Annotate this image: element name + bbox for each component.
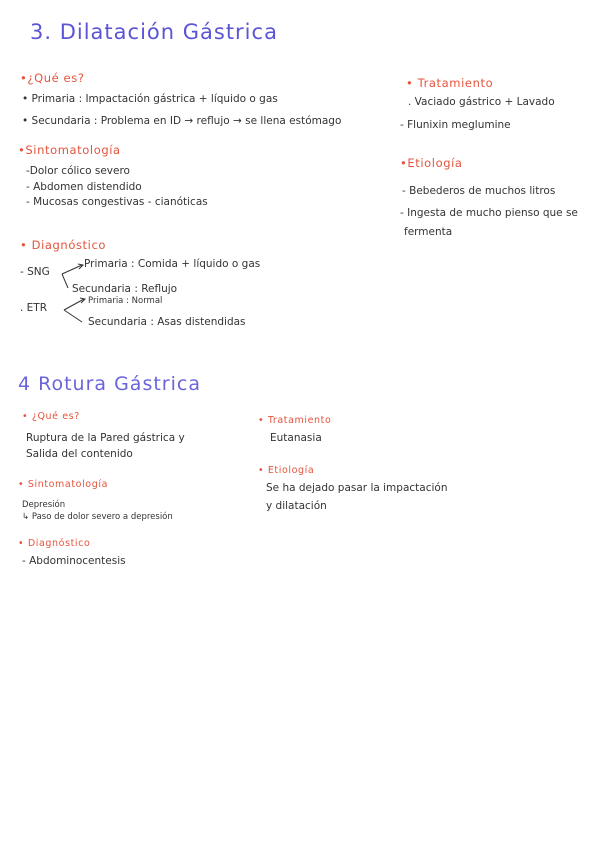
s3-que-es-heading: •¿Qué es? [20, 71, 85, 85]
s3-etiologia-item: - Ingesta de mucho pienso que se [400, 207, 578, 219]
s4-tratamiento-item: Eutanasia [270, 432, 322, 444]
s3-etiologia-heading: •Etiología [400, 156, 463, 170]
s3-sintoma-item: -Dolor cólico severo [26, 165, 130, 177]
s3-diagnostico-heading: • Diagnóstico [20, 238, 107, 252]
s4-que-es-item: Ruptura de la Pared gástrica y [26, 432, 185, 444]
s3-sintoma-item: - Mucosas congestivas - cianóticas [26, 196, 208, 208]
s4-diagnostico-heading: • Diagnóstico [18, 538, 91, 549]
s3-tratamiento-heading: • Tratamiento [406, 76, 494, 90]
section-3-title: 3. Dilatación Gástrica [30, 20, 278, 44]
s4-tratamiento-heading: • Tratamiento [258, 415, 332, 426]
s3-etiologia-item: - Bebederos de muchos litros [402, 185, 556, 197]
s3-sintomatologia-heading: •Sintomatología [18, 143, 121, 157]
s3-que-es-primaria: • Primaria : Impactación gástrica + líquido o gas [22, 93, 278, 105]
s4-sintomatologia-heading: • Sintomatología [18, 479, 109, 490]
s3-que-es-secundaria: • Secundaria : Problema en ID → reflujo → se llena estómago [22, 115, 342, 127]
etr-branch-arrows [62, 296, 88, 330]
s4-etiologia-item: y dilatación [266, 500, 327, 512]
s4-que-es-item: Salida del contenido [26, 448, 133, 460]
s3-sng-primaria: Primaria : Comida + líquido o gas [84, 258, 261, 270]
s4-sintoma-item: ↳ Paso de dolor severo a depresión [22, 512, 173, 522]
s4-sintoma-item: Depresión [22, 500, 66, 510]
s3-etr-secundaria: Secundaria : Asas distendidas [88, 316, 246, 328]
s4-etiologia-item: Se ha dejado pasar la impactación [266, 482, 448, 494]
s4-etiologia-heading: • Etiología [258, 465, 315, 476]
s3-etr-primaria: Primaria : Normal [88, 296, 163, 306]
s3-sintoma-item: - Abdomen distendido [26, 181, 142, 193]
s3-etiologia-item: fermenta [404, 226, 453, 238]
s3-sng-label: - SNG [20, 266, 50, 278]
s3-sng-secundaria: Secundaria : Reflujo [72, 283, 178, 295]
section-4-title: 4 Rotura Gástrica [18, 373, 201, 395]
s3-etr-label: . ETR [20, 302, 48, 314]
s4-diagnostico-item: - Abdominocentesis [22, 555, 126, 567]
s4-que-es-heading: • ¿Qué es? [22, 411, 80, 422]
s3-tratamiento-item: - Flunixin meglumine [400, 119, 511, 131]
s3-tratamiento-item: . Vaciado gástrico + Lavado [408, 96, 555, 108]
